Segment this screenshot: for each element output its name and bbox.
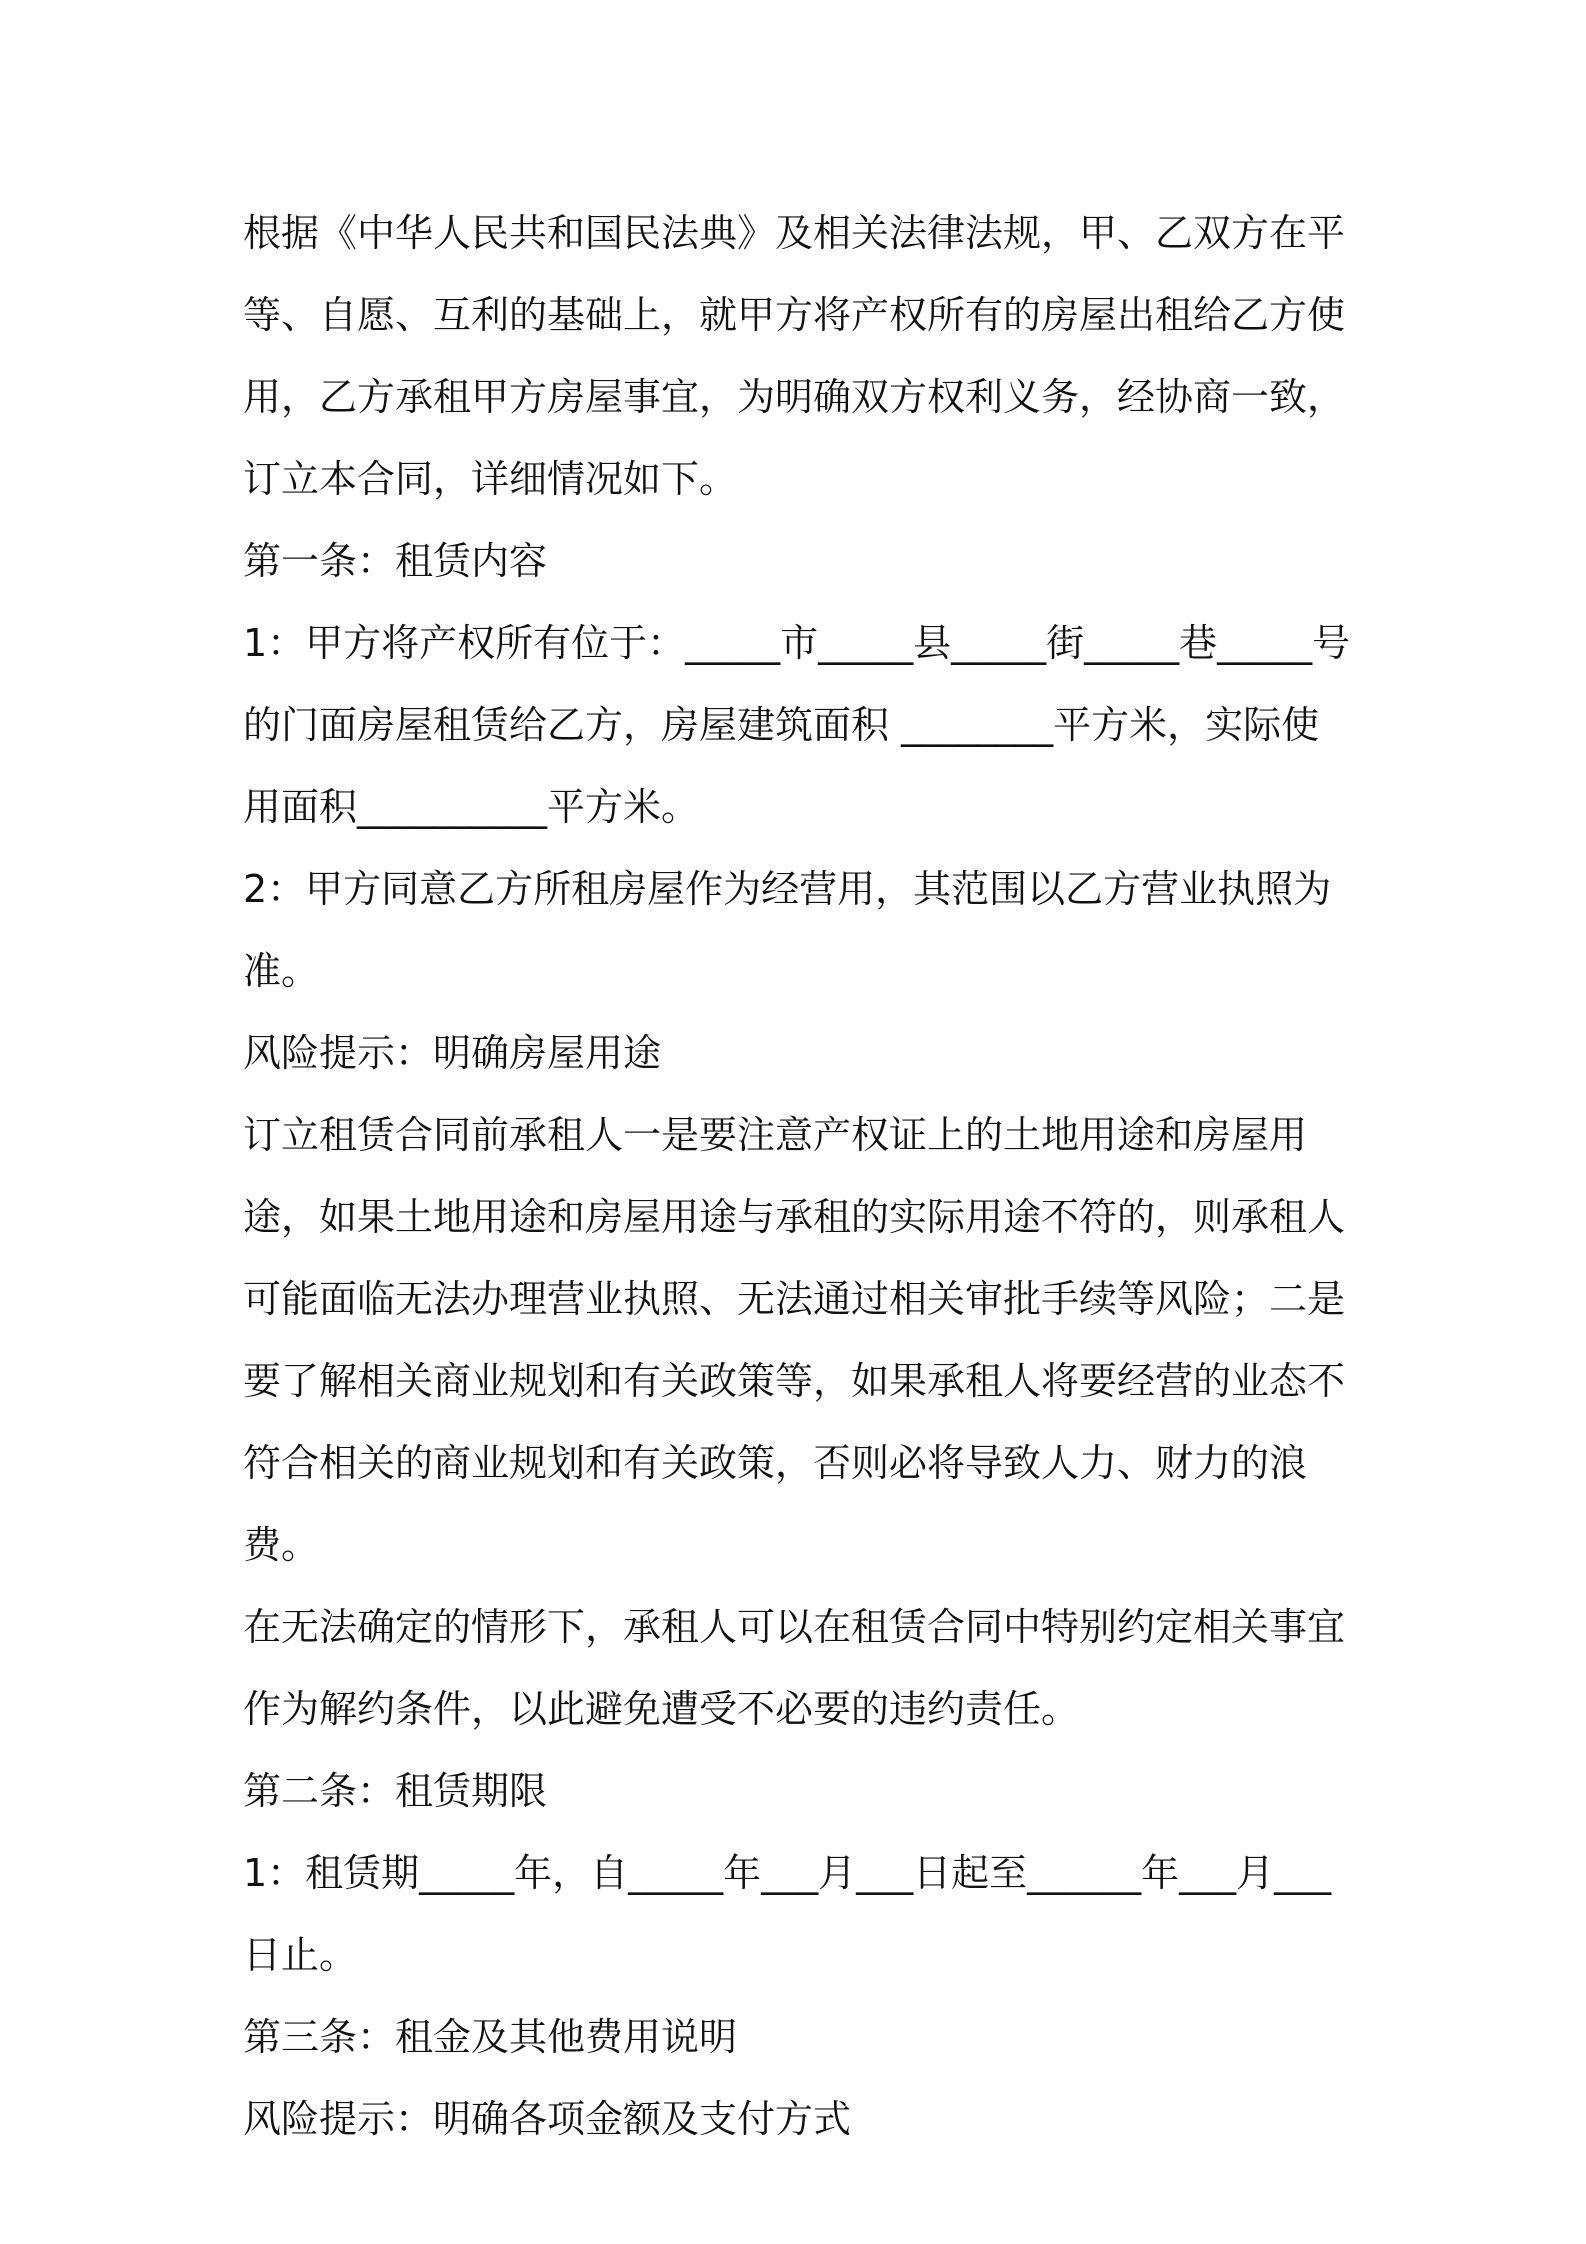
risk-tip-1-paragraph-2: 在无法确定的情形下，承租人可以在租赁合同中特别约定相关事宜作为解约条件，以此避免遭受不必要的违约责任。 bbox=[243, 1605, 1346, 1731]
article-1-heading: 第一条：租赁内容 bbox=[243, 539, 548, 583]
risk-tip-1-heading: 风险提示：明确房屋用途 bbox=[243, 1031, 662, 1075]
article-3-heading: 第三条：租金及其他费用说明 bbox=[243, 2015, 738, 2059]
risk-tip-2-heading: 风险提示：明确各项金额及支付方式 bbox=[243, 2097, 852, 2141]
intro-paragraph: 根据《中华人民共和国民法典》及相关法律法规，甲、乙双方在平等、自愿、互利的基础上，就甲方将产权所有的房屋出租给乙方使用，乙方承租甲方房屋事宜，为明确双方权利义务，经协商一致，订立本合同，详细情况如下。 bbox=[243, 211, 1346, 501]
article-2-item-1: 1：租赁期_____年，自_____年___月___日起至______年___月___日止。 bbox=[243, 1851, 1332, 1977]
article-1-item-1: 1：甲方将产权所有位于：_____市_____县_____街_____巷_____号的门面房屋租赁给乙方，房屋建筑面积 ________平方米，实际使用面积__________平方米。 bbox=[243, 621, 1351, 829]
contract-body bbox=[243, 192, 1353, 2160]
article-2-heading: 第二条：租赁期限 bbox=[243, 1769, 548, 1813]
article-1-item-2: 2：甲方同意乙方所租房屋作为经营用，其范围以乙方营业执照为准。 bbox=[243, 867, 1332, 993]
risk-tip-1-paragraph-1: 订立租赁合同前承租人一是要注意产权证上的土地用途和房屋用途，如果土地用途和房屋用途与承租的实际用途不符的，则承租人可能面临无法办理营业执照、无法通过相关审批手续等风险；二是要了解相关商业规划和有关政策等，如果承租人将要经营的业态不符合相关的商业规划和有关政策，否则必将导致人力、财力的浪费。 bbox=[243, 1113, 1346, 1567]
